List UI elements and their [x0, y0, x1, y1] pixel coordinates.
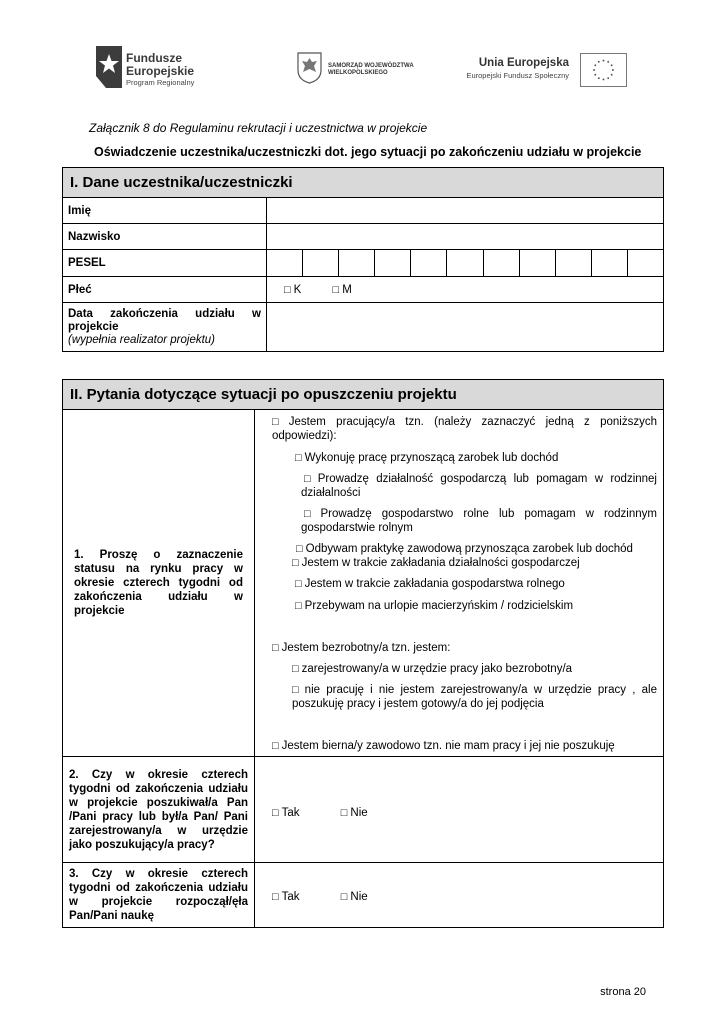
q1-answers — [255, 410, 664, 757]
annex-reference: Załącznik 8 do Regulaminu rekrutacji i uczestnictwa w projekcie — [89, 121, 428, 135]
q1-employed-opt-2-text: Prowadzę działalność gospodarczą lub pomagam w rodzinnej działalności — [301, 473, 657, 499]
checkbox-icon[interactable]: □ — [292, 663, 299, 675]
fe-logo-line1: Fundusze — [126, 51, 182, 65]
q1-employed-text: Jestem pracujący/a tzn. (należy zaznaczyć jedną z poniższych odpowiedzi): — [272, 416, 657, 442]
checkbox-icon[interactable]: □ — [272, 891, 279, 903]
last-name-field[interactable] — [267, 224, 664, 250]
q2-answers — [255, 757, 664, 863]
section2-heading: II. Pytania dotyczące sytuacji po opuszczeniu projektu — [63, 380, 664, 410]
pesel-label: PESEL — [63, 250, 267, 277]
q1-employed-opt-4-text: Odbywam praktykę zawodową przynosząca zarobek lub dochód — [305, 543, 633, 555]
section1-heading: I. Dane uczestnika/uczestniczki — [63, 168, 664, 198]
fe-logo-line2: Europejskie — [126, 64, 195, 78]
sex-option-m-label: M — [342, 283, 352, 296]
checkbox-icon[interactable]: □ — [272, 740, 279, 752]
q1-employed-opt-1-text: Wykonuję pracę przynoszącą zarobek lub dochód — [304, 452, 559, 464]
last-name-label: Nazwisko — [63, 224, 267, 250]
checkbox-icon[interactable]: □ — [284, 283, 291, 296]
sex-label: Płeć — [63, 277, 267, 303]
q1-unemployed-text: Jestem bezrobotny/a tzn. jestem: — [281, 642, 451, 654]
q2-option-no[interactable] — [341, 807, 368, 819]
q1-inactive-text: Jestem bierna/y zawodowo tzn. nie mam pracy i jej nie poszukuję — [281, 740, 615, 752]
q1-unemployed-opt-1-text: zarejestrowany/a w urzędzie pracy jako bezrobotny/a — [301, 663, 573, 675]
fundusze-europejskie-star-icon — [96, 46, 122, 88]
checkbox-icon[interactable]: □ — [332, 283, 340, 296]
pesel-digit-box[interactable] — [592, 250, 628, 276]
wielkopolska-eagle-shield-icon — [297, 52, 322, 84]
q1-label-cell — [63, 410, 255, 757]
checkbox-icon[interactable]: □ — [304, 473, 315, 485]
q1-inactive[interactable] — [272, 739, 657, 753]
q3-label: 3. Czy w okresie czterech tygodni od zakończenia udziału w projekcie rozpoczął/ęła Pan/Pani naukę — [63, 863, 255, 928]
q3-option-yes[interactable] — [272, 891, 300, 903]
checkbox-icon[interactable]: □ — [340, 891, 348, 903]
q1-employed-opt-2[interactable] — [301, 472, 657, 500]
pesel-digit-box[interactable] — [556, 250, 592, 276]
q3-option-yes-label: Tak — [281, 891, 300, 903]
q2-option-no-label: Nie — [350, 806, 368, 819]
q1-employed-opt-5[interactable] — [292, 556, 654, 570]
pesel-digit-box[interactable] — [484, 250, 520, 276]
checkbox-icon[interactable]: □ — [292, 684, 302, 696]
pesel-field[interactable] — [267, 250, 664, 277]
eu-flag-icon — [580, 53, 627, 87]
sw-logo-line1: SAMORZĄD WOJEWÓDZTWA — [328, 63, 414, 69]
pesel-digit-box[interactable] — [267, 250, 303, 276]
sex-options — [267, 277, 664, 303]
q1-employed-opt-7-text: Przebywam na urlopie macierzyńskim / rodzicielskim — [304, 600, 574, 612]
q3-option-no-label: Nie — [350, 891, 368, 903]
q1-unemployed[interactable] — [272, 641, 657, 655]
checkbox-icon[interactable]: □ — [272, 806, 279, 819]
q1-employed-opt-3-text: Prowadzę gospodarstwo rolne lub pomagam w rodzinnym gospodarstwie rolnym — [301, 508, 657, 534]
q2-option-yes[interactable] — [272, 807, 300, 819]
q1-label: 1. Proszę o zaznaczenie statusu na rynku pracy w okresie czterech tygodni od zakończenia udziału w projekcie — [74, 549, 243, 617]
q1-employed-opt-4[interactable] — [296, 542, 658, 556]
unia-europejska-logo — [462, 56, 569, 81]
sw-logo-line2: WIELKOPOLSKIEGO — [328, 70, 388, 76]
end-date-label — [63, 303, 267, 352]
q2-label: 2. Czy w okresie czterech tygodni od zakończenia udziału w projekcie poszukiwał/a Pan /Pani pracy lub był/a Pan/ Pani zarejestrowany/a w urzędzie jako poszukujący/a pracy? — [63, 757, 255, 863]
fundusze-europejskie-logo — [126, 52, 194, 88]
pesel-digit-box[interactable] — [628, 250, 663, 276]
checkbox-icon[interactable]: □ — [296, 543, 303, 555]
checkbox-icon[interactable]: □ — [295, 452, 302, 464]
q1-employed-opt-6[interactable] — [295, 577, 655, 591]
sex-option-k-label: K — [293, 283, 302, 296]
checkbox-icon[interactable]: □ — [295, 578, 302, 590]
q1-unemployed-opt-2[interactable] — [292, 683, 657, 711]
q3-answers — [255, 863, 664, 928]
q1-employed-opt-6-text: Jestem w trakcie zakładania gospodarstwa rolnego — [304, 578, 565, 590]
first-name-label: Imię — [63, 198, 267, 224]
q1-employed-opt-5-text: Jestem w trakcie zakładania działalności gospodarczej — [301, 557, 580, 569]
q1-employed-opt-3[interactable] — [301, 507, 657, 535]
first-name-field[interactable] — [267, 198, 664, 224]
ue-logo-title: Unia Europejska — [478, 57, 569, 69]
checkbox-icon[interactable]: □ — [295, 600, 302, 612]
q2-option-yes-label: Tak — [281, 806, 300, 819]
pesel-digit-box[interactable] — [520, 250, 556, 276]
end-date-label-text: Data zakończenia udziału w projekcie — [68, 307, 261, 333]
q1-unemployed-opt-1[interactable] — [292, 662, 655, 676]
pesel-digit-box[interactable] — [375, 250, 411, 276]
fe-logo-line3: Program Regionalny — [126, 78, 195, 87]
document-title: Oświadczenie uczestnika/uczestniczki dot. jego sytuacji po zakończeniu udziału w projekcie — [94, 145, 642, 159]
pesel-digit-box[interactable] — [303, 250, 339, 276]
pesel-digit-box[interactable] — [339, 250, 375, 276]
checkbox-icon[interactable]: □ — [272, 642, 279, 654]
checkbox-icon[interactable]: □ — [340, 806, 348, 819]
pesel-digit-grid — [267, 250, 663, 276]
sex-option-k[interactable] — [284, 284, 301, 296]
sex-option-m[interactable] — [333, 284, 352, 296]
q1-employed-opt-7[interactable] — [295, 599, 655, 613]
participant-data-table — [62, 167, 664, 352]
checkbox-icon[interactable]: □ — [304, 508, 318, 520]
end-date-field[interactable] — [267, 303, 664, 352]
q1-employed[interactable] — [272, 415, 657, 443]
end-date-note: (wypełnia realizator projektu) — [68, 333, 216, 346]
pesel-digit-box[interactable] — [411, 250, 447, 276]
post-project-questions-table — [62, 379, 664, 928]
ue-logo-subtitle: Europejski Fundusz Społeczny — [466, 71, 569, 80]
page-number: strona 20 — [600, 986, 646, 998]
checkbox-icon[interactable]: □ — [292, 557, 299, 569]
checkbox-icon[interactable]: □ — [272, 416, 286, 428]
samorzad-wojewodztwa-logo — [328, 63, 414, 77]
q1-unemployed-opt-2-text: nie pracuję i nie jestem zarejestrowany/a w urzędzie pracy , ale poszukuję pracy i jestem gotowy/a do jej podjęcia — [292, 684, 657, 710]
q1-employed-opt-1[interactable] — [295, 451, 655, 465]
q3-option-no[interactable] — [341, 891, 368, 903]
pesel-digit-box[interactable] — [447, 250, 483, 276]
